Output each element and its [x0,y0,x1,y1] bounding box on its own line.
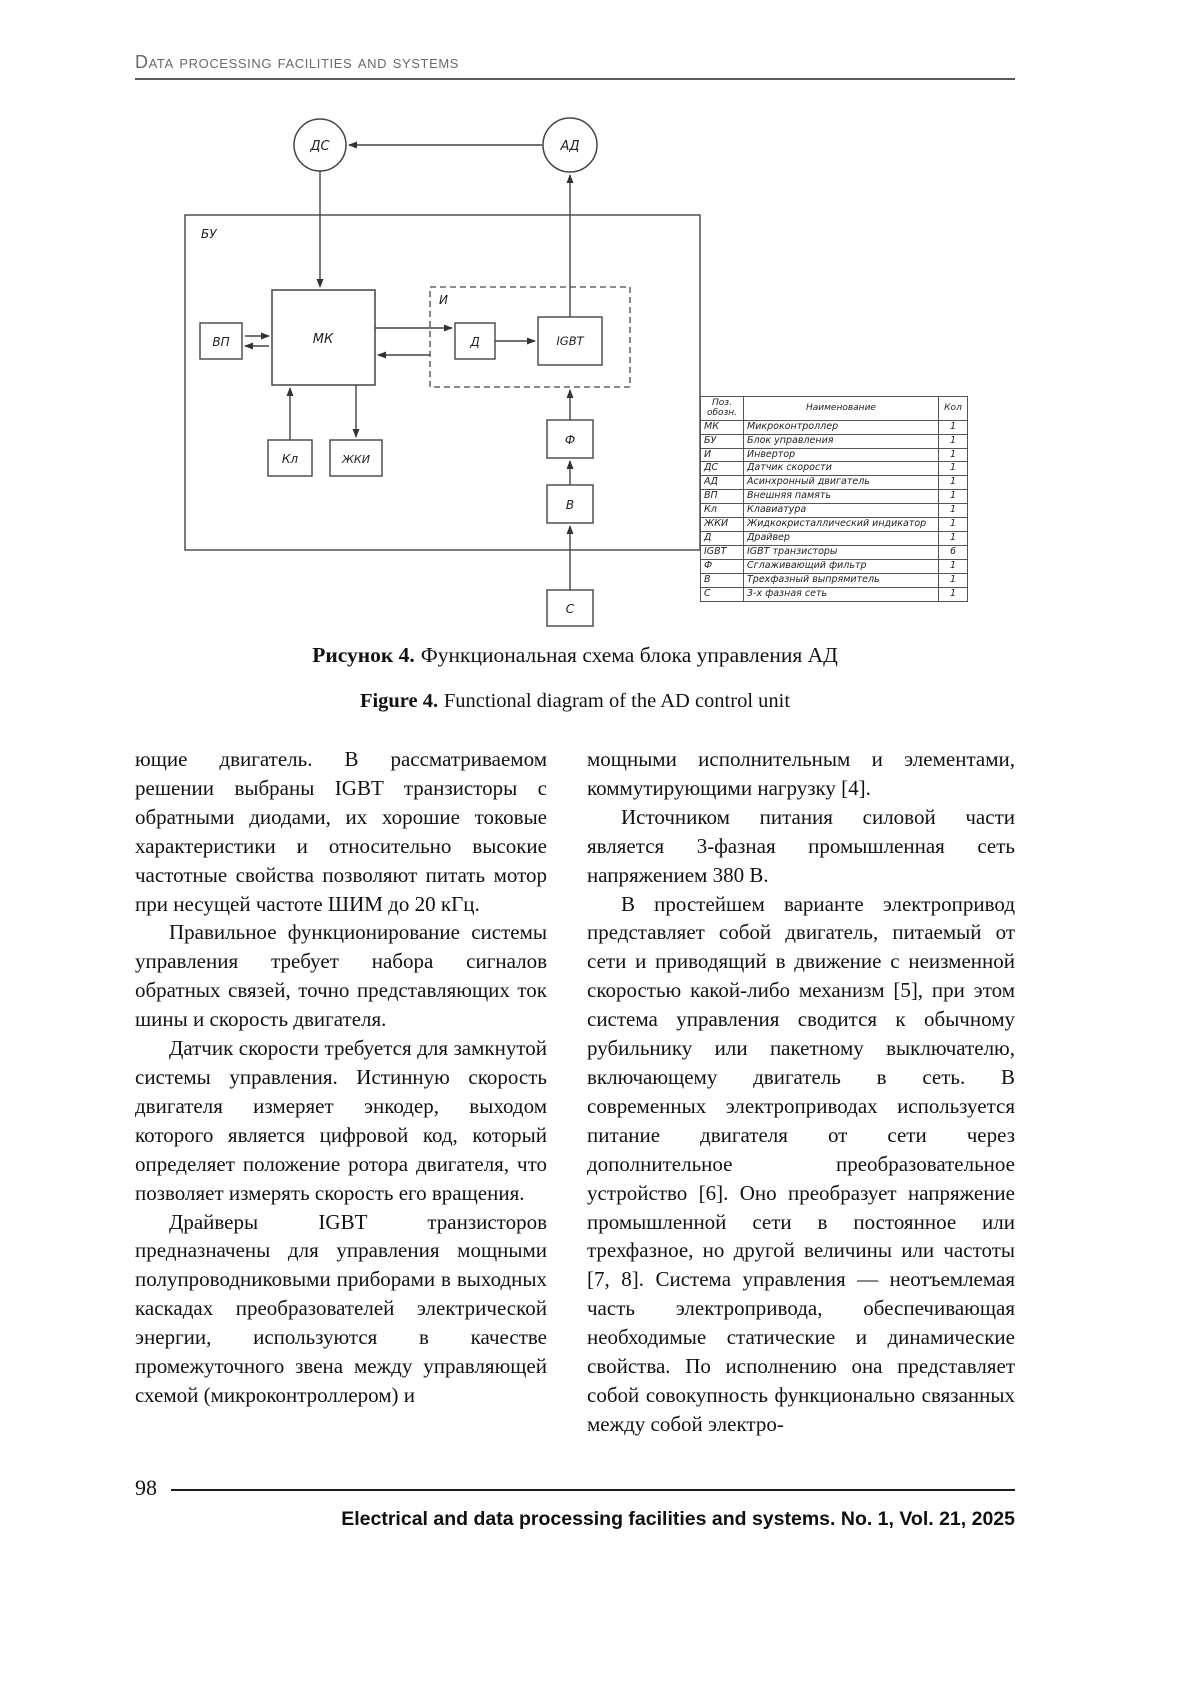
cell-qty: 1 [939,462,968,476]
component-table-header [701,397,968,421]
cell-code: С [701,587,744,601]
block-zhki-label: ЖКИ [342,453,370,466]
block-ad-label: АД [560,139,580,154]
cell-code: И [701,448,744,462]
cell-name: Сглаживающий фильтр [744,559,939,573]
figure-caption-en-label: Figure 4. [359,690,439,712]
table-row [701,587,968,601]
block-vp-label: ВП [212,335,230,349]
cell-code: Д [701,532,744,546]
cell-qty: 1 [939,573,968,587]
table-row [701,420,968,434]
table-row [701,518,968,532]
table-row [701,573,968,587]
col-header-code: Поз. обозн. [701,397,744,421]
block-v-label: В [565,498,575,512]
figure-caption-ru-text: Функциональная схема блока управления АД [420,643,838,667]
running-head-title: Data processing facilities and systems [135,52,460,72]
paragraph: Источником питания силовой части является 3-фазная промышленная сеть напряжением 380 В. [587,804,1015,887]
table-row [701,545,968,559]
col-header-qty: Кол [939,397,968,421]
cell-code: МК [701,420,744,434]
figure-4 [135,100,1015,645]
cell-code: Ф [701,559,744,573]
paragraph: Датчик скорости требуется для замкнутой системы управления. Истинную скорость двигателя измеряет энкодер, выходом которого является цифровой код, который определяет положение ротора двигателя, что позволяет измерять скорость его вращения. [135,1036,547,1205]
block-c-label: С [565,602,575,616]
cell-code: ЖКИ [701,518,744,532]
paragraph: мощными исполнительным и элементами, коммутирующими нагрузку [4]. [587,747,1015,800]
page-footer [135,1475,1015,1531]
block-mk-label: МК [312,332,334,347]
table-row [701,448,968,462]
journal-reference: Electrical and data processing facilities and systems. No. 1, Vol. 21, 2025 [341,1508,1015,1530]
paragraph: ющие двигатель. В рассматриваемом решении выбраны IGBT транзисторы с обратными диодами, их хорошие токовые характеристики и относительно высокие частотные свойства позволяют питать мотор при несущей частоте ШИМ до 20 кГц. [135,747,547,916]
table-row [701,490,968,504]
block-ds-label: ДС [310,139,330,154]
paragraph: Правильное функционирование системы управления требует набора сигналов обратных связей, точно представляющих ток шины и скорость двигателя. [135,920,547,1032]
figure-caption-ru-label: Рисунок 4. [312,643,415,667]
block-igbt-label: IGBT [556,334,584,348]
cell-code: АД [701,476,744,490]
column-right [587,745,1015,1439]
cell-qty: 1 [939,587,968,601]
col-header-name: Наименование [744,397,939,421]
cell-qty: 6 [939,545,968,559]
cell-name: Трехфазный выпрямитель [744,573,939,587]
cell-code: IGBT [701,545,744,559]
block-bu-boundary [185,215,700,550]
cell-qty: 1 [939,490,968,504]
cell-code: В [701,573,744,587]
cell-name: Жидкокристаллический индикатор [744,518,939,532]
block-f-label: Ф [564,433,576,447]
cell-code: БУ [701,434,744,448]
cell-name: Инвертор [744,448,939,462]
footer-divider [171,1489,1015,1491]
block-kl-label: Кл [281,452,299,466]
cell-qty: 1 [939,518,968,532]
cell-qty: 1 [939,420,968,434]
table-row [701,462,968,476]
block-bu-label: БУ [201,227,217,241]
table-row [701,532,968,546]
cell-qty: 1 [939,434,968,448]
cell-code: Кл [701,504,744,518]
running-head [135,52,1015,80]
cell-qty: 1 [939,532,968,546]
cell-code: ДС [701,462,744,476]
cell-qty: 1 [939,504,968,518]
article-body [135,745,1015,1439]
column-left [135,745,547,1439]
cell-name: Асинхронный двигатель [744,476,939,490]
block-d-label: Д [470,335,480,349]
figure-caption-en-text: Functional diagram of the AD control unit [443,690,791,712]
table-row [701,504,968,518]
cell-name: 3-х фазная сеть [744,587,939,601]
cell-name: Клавиатура [744,504,939,518]
table-row [701,476,968,490]
cell-qty: 1 [939,448,968,462]
paragraph: В простейшем варианте электропривод представляет собой двигатель, питаемый от сети и приводящий в движение с неизменной скоростью какой-либо механизм [5], при этом система управления сводится к обычному рубильнику или пакетному выключателю, включающему двигатель в сеть. В современных электроприводах используется питание двигателя от сети через дополнительное преобразовательное устройство [6]. Оно преобразует напряжение промышленной сети в постоянное или трехфазное, но другой величины или частоты [7, 8]. Система управления — неотъемлемая часть электропривода, обеспечивающая необходимые статические и динамические свойства. По исполнению она представляет собой совокупность функционально связанных между собой электро- [587,891,1015,1436]
cell-name: Микроконтроллер [744,420,939,434]
component-table [700,396,968,602]
cell-name: Драйвер [744,532,939,546]
cell-code: ВП [701,490,744,504]
figure-caption-ru [135,643,1015,668]
cell-qty: 1 [939,559,968,573]
figure-caption-en [135,690,1015,713]
table-row [701,559,968,573]
cell-name: IGBT транзисторы [744,545,939,559]
cell-name: Внешняя память [744,490,939,504]
block-i-label: И [439,293,448,307]
cell-name: Датчик скорости [744,462,939,476]
cell-name: Блок управления [744,434,939,448]
paragraph: Драйверы IGBT транзисторов предназначены для управления мощными полупроводниковыми приборами в выходных каскадах преобразователей электрической энергии, используются в качестве промежуточного звена между управляющей схемой (микроконтроллером) и [135,1209,547,1407]
cell-qty: 1 [939,476,968,490]
page-number: 98 [135,1475,157,1500]
table-row [701,434,968,448]
